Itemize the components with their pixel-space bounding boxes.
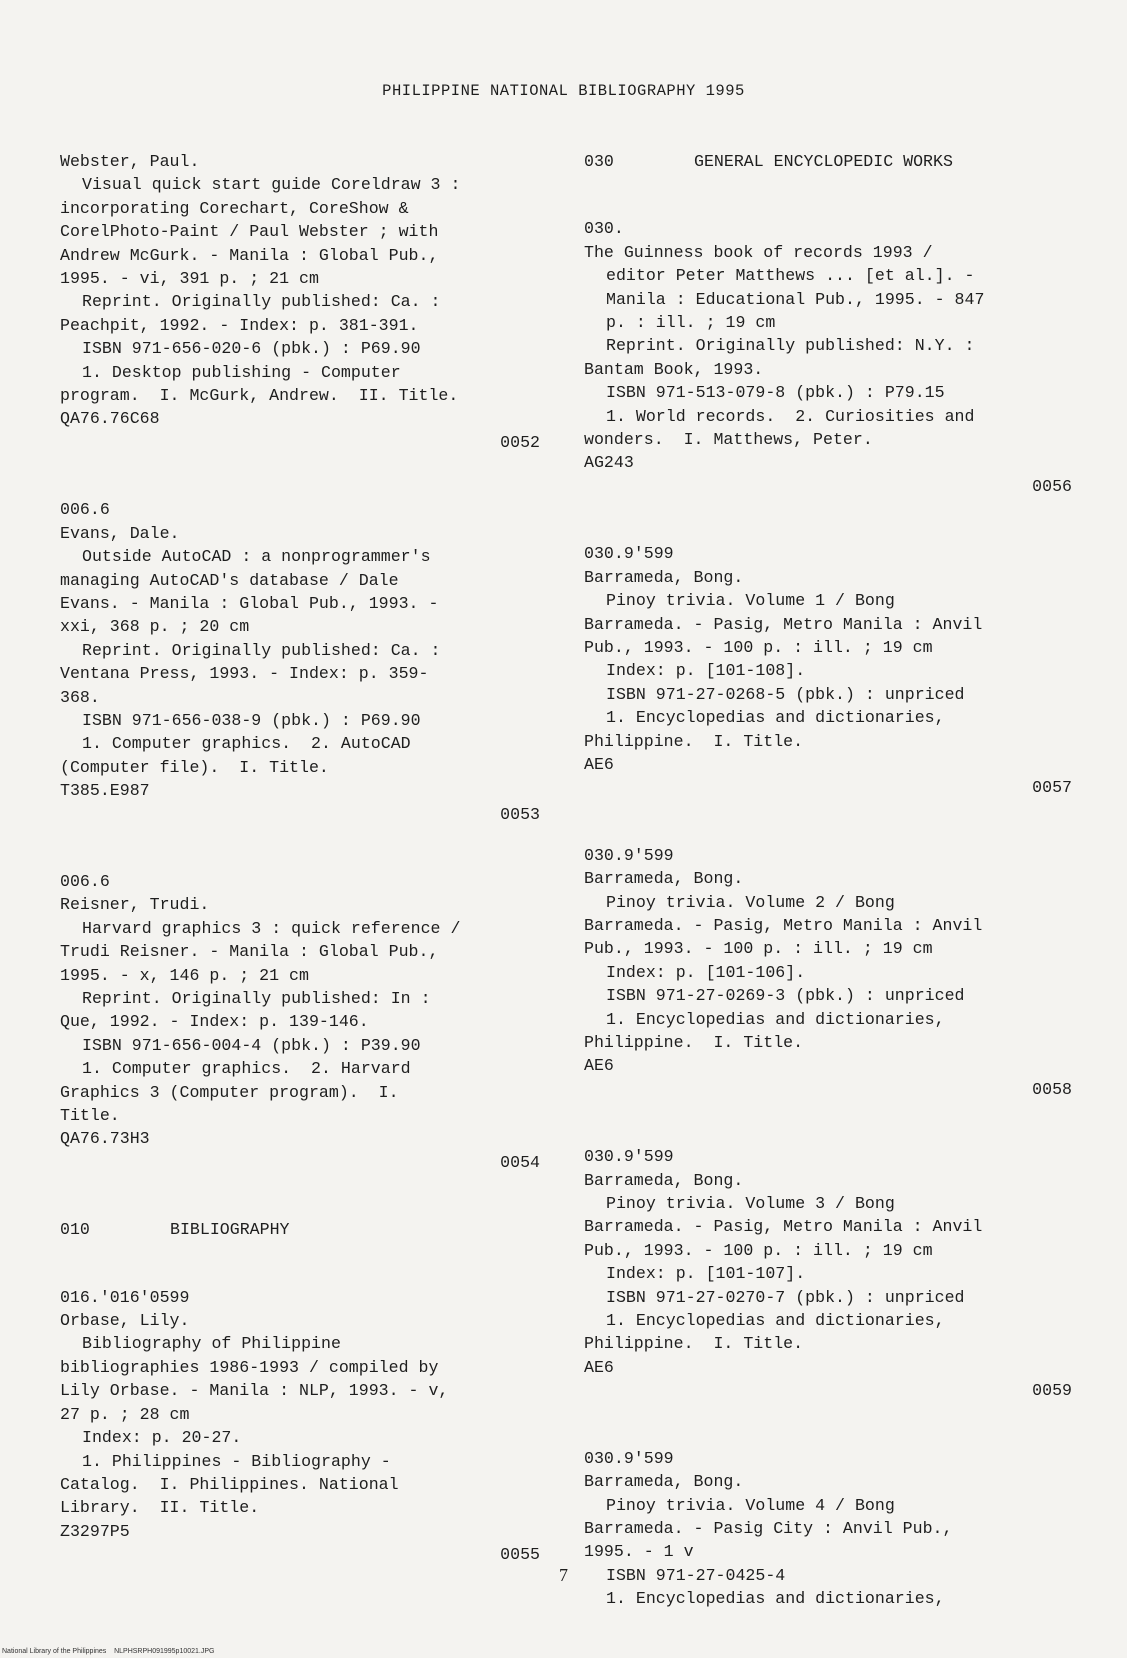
scan-footer	[2, 1648, 214, 1655]
page-header: PHILIPPINE NATIONAL BIBLIOGRAPHY 1995	[382, 82, 745, 100]
entry-line: Que, 1992. - Index: p. 139-146.	[60, 1012, 369, 1032]
entry-line: Philippine. I. Title.	[584, 1033, 804, 1052]
entry-line: 1995. - x, 146 p. ; 21 cm	[60, 965, 309, 985]
entry-gap	[60, 826, 540, 870]
entry-line: ISBN 971-656-004-4 (pbk.) : P39.90	[82, 1035, 421, 1055]
page-number: 7	[559, 1565, 568, 1585]
entry-line: Orbase, Lily.	[60, 1311, 190, 1331]
entry-line: Barrameda, Bong.	[584, 869, 744, 889]
entry-line: Barrameda. - Pasig, Metro Manila : Anvil	[584, 614, 983, 634]
entry-number: 0053	[500, 804, 540, 824]
entry-line: program. I. McGurk, Andrew. II. Title.	[60, 386, 459, 406]
entry-line: Barrameda. - Pasig, Metro Manila : Anvil	[584, 1217, 983, 1237]
entry-number: 0059	[1032, 1381, 1072, 1401]
entry-line: incorporating Corechart, CoreShow &	[60, 198, 409, 218]
bibliography-entry	[584, 1145, 1072, 1402]
entry-line: 1995. - vi, 391 p. ; 21 cm	[60, 269, 319, 289]
entry-line: Z3297P5	[60, 1521, 130, 1541]
entry-line: Evans. - Manila : Global Pub., 1993. -	[60, 593, 439, 613]
entry-gap	[584, 800, 1072, 844]
entry-line: Pinoy trivia. Volume 2 / Bong	[606, 892, 895, 912]
entry-line: Index: p. 20-27.	[82, 1428, 242, 1448]
entry-line: ISBN 971-656-038-9 (pbk.) : P69.90	[82, 710, 421, 730]
entry-gap	[60, 1242, 540, 1286]
entry-line: AE6	[584, 1056, 614, 1076]
entry-gap	[584, 1101, 1072, 1145]
entry-line: xxi, 368 p. ; 20 cm	[60, 617, 250, 637]
entry-number: 0055	[500, 1545, 540, 1565]
entry-line: CorelPhoto-Paint / Paul Webster ; with	[60, 222, 439, 242]
entry-line: Index: p. [101-107].	[606, 1264, 806, 1284]
entry-line: 030.9'599	[584, 1448, 674, 1468]
section-code: 030	[584, 152, 614, 171]
entry-line: Reprint. Originally published: Ca. :	[82, 292, 441, 312]
entry-line: Philippine. I. Title.	[584, 1334, 804, 1354]
section-heading	[60, 1218, 540, 1241]
left-column	[60, 150, 540, 1567]
entry-line: The Guinness book of records 1993 /	[584, 242, 933, 262]
bibliography-entry	[60, 150, 540, 454]
entry-line: 368.	[60, 687, 100, 707]
entry-number: 0057	[1032, 778, 1072, 798]
entry-line: Bantam Book, 1993.	[584, 359, 764, 379]
entry-line: Pub., 1993. - 100 p. : ill. ; 19 cm	[584, 1240, 933, 1260]
entry-line: Ventana Press, 1993. - Index: p. 359-	[60, 664, 429, 684]
entry-number: 0058	[1032, 1079, 1072, 1099]
entry-line: 1. Desktop publishing - Computer	[82, 362, 401, 382]
entry-line: Barrameda. - Pasig, Metro Manila : Anvil	[584, 915, 983, 935]
entry-line: 1. Computer graphics. 2. AutoCAD	[82, 734, 411, 754]
entry-line: Peachpit, 1992. - Index: p. 381-391.	[60, 315, 419, 335]
entry-line: Reprint. Originally published: In :	[82, 989, 431, 1008]
entry-gap	[60, 1174, 540, 1218]
entry-line: Pub., 1993. - 100 p. : ill. ; 19 cm	[584, 637, 933, 657]
section-title: BIBLIOGRAPHY	[170, 1220, 290, 1240]
entry-line: 030.9'599	[584, 1147, 674, 1167]
entry-line: managing AutoCAD's database / Dale	[60, 570, 399, 590]
entry-line: ISBN 971-656-020-6 (pbk.) : P69.90	[82, 339, 421, 359]
entry-line: Catalog. I. Philippines. National	[60, 1474, 399, 1494]
entry-line: Webster, Paul.	[60, 152, 200, 171]
entry-line: 1. Encyclopedias and dictionaries,	[606, 1009, 945, 1029]
entry-line: 1. Philippines - Bibliography -	[82, 1451, 391, 1471]
entry-line: Graphics 3 (Computer program). I.	[60, 1082, 399, 1102]
entry-line: Barrameda, Bong.	[584, 1472, 744, 1492]
entry-line: Andrew McGurk. - Manila : Global Pub.,	[60, 245, 439, 265]
entry-line: 030.	[584, 219, 624, 239]
entry-line: Reisner, Trudi.	[60, 895, 210, 915]
entry-number: 0056	[1032, 476, 1072, 496]
entry-line: Title.	[60, 1106, 120, 1126]
entry-line: Lily Orbase. - Manila : NLP, 1993. - v,	[60, 1381, 449, 1401]
entry-line: ISBN 971-27-0425-4	[606, 1565, 786, 1585]
footer-file: NLPHSRPH091995p10021.JPG	[114, 1648, 215, 1655]
bibliography-entry	[584, 542, 1072, 799]
entry-line: 016.'016'0599	[60, 1287, 190, 1307]
entry-line: AG243	[584, 453, 634, 473]
entry-line: Reprint. Originally published: N.Y. :	[606, 336, 975, 356]
entry-line: ISBN 971-513-079-8 (pbk.) : P79.15	[606, 383, 945, 403]
entry-line: 1. Encyclopedias and dictionaries,	[606, 708, 945, 728]
entry-line: 030.9'599	[584, 544, 674, 564]
bibliography-entry	[60, 1286, 540, 1567]
footer-library: National Library of the Philippines	[2, 1648, 107, 1655]
entry-line: Harvard graphics 3 : quick reference /	[82, 918, 461, 938]
entry-line: Bibliography of Philippine	[82, 1334, 341, 1354]
section-heading	[584, 150, 1072, 173]
entry-gap	[584, 1403, 1072, 1447]
entry-gap	[60, 454, 540, 498]
entry-line: Barrameda. - Pasig City : Anvil Pub.,	[584, 1518, 953, 1538]
entry-line: Pinoy trivia. Volume 3 / Bong	[606, 1194, 895, 1214]
entry-line: 1. Computer graphics. 2. Harvard	[82, 1059, 411, 1079]
entry-gap	[584, 173, 1072, 217]
entry-line: QA76.73H3	[60, 1129, 150, 1149]
right-column	[584, 150, 1072, 1611]
entry-number: 0054	[500, 1152, 540, 1172]
entry-line: Pinoy trivia. Volume 1 / Bong	[606, 591, 895, 611]
entry-line: QA76.76C68	[60, 409, 160, 429]
entry-line: Reprint. Originally published: Ca. :	[82, 640, 441, 660]
section-title: GENERAL ENCYCLOPEDIC WORKS	[694, 152, 953, 171]
bibliography-entry	[60, 870, 540, 1174]
entry-line: editor Peter Matthews ... [et al.]. -	[606, 266, 975, 286]
entry-line: 1. Encyclopedias and dictionaries,	[606, 1589, 945, 1609]
bibliography-entry	[60, 498, 540, 826]
entry-line: Pub., 1993. - 100 p. : ill. ; 19 cm	[584, 939, 933, 959]
entry-line: Philippine. I. Title.	[584, 731, 804, 751]
entry-line: Barrameda, Bong.	[584, 1170, 744, 1190]
entry-line: AE6	[584, 1357, 614, 1377]
entry-line: T385.E987	[60, 781, 150, 801]
entry-line: 006.6	[60, 871, 110, 891]
section-code: 010	[60, 1220, 90, 1240]
entry-line: ISBN 971-27-0269-3 (pbk.) : unpriced	[606, 986, 965, 1006]
entry-line: 1. World records. 2. Curiosities and	[606, 406, 975, 426]
entry-line: Index: p. [101-106].	[606, 962, 806, 982]
entry-line: (Computer file). I. Title.	[60, 757, 329, 777]
entry-line: AE6	[584, 754, 614, 774]
entry-line: Barrameda, Bong.	[584, 567, 744, 587]
entry-line: Library. II. Title.	[60, 1498, 260, 1518]
entry-line: ISBN 971-27-0270-7 (pbk.) : unpriced	[606, 1287, 965, 1307]
entry-line: bibliographies 1986-1993 / compiled by	[60, 1357, 439, 1377]
entry-line: Trudi Reisner. - Manila : Global Pub.,	[60, 942, 439, 962]
bibliography-entry	[584, 217, 1072, 498]
entry-line: Visual quick start guide Coreldraw 3 :	[82, 175, 461, 195]
entry-line: Outside AutoCAD : a nonprogrammer's	[82, 547, 431, 567]
entry-gap	[584, 498, 1072, 542]
entry-line: 006.6	[60, 500, 110, 520]
entry-line: 1. Encyclopedias and dictionaries,	[606, 1311, 945, 1331]
entry-line: Manila : Educational Pub., 1995. - 847	[606, 289, 985, 309]
entry-line: ISBN 971-27-0268-5 (pbk.) : unpriced	[606, 684, 965, 704]
entry-line: wonders. I. Matthews, Peter.	[584, 430, 873, 450]
bibliography-entry	[584, 844, 1072, 1101]
entry-line: 030.9'599	[584, 845, 674, 865]
entry-line: Evans, Dale.	[60, 523, 180, 543]
entry-line: Index: p. [101-108].	[606, 661, 806, 681]
entry-number: 0052	[500, 432, 540, 452]
entry-line: Pinoy trivia. Volume 4 / Bong	[606, 1495, 895, 1515]
entry-line: 1995. - 1 v	[584, 1542, 694, 1562]
entry-line: p. : ill. ; 19 cm	[606, 313, 776, 333]
entry-line: 27 p. ; 28 cm	[60, 1404, 190, 1424]
